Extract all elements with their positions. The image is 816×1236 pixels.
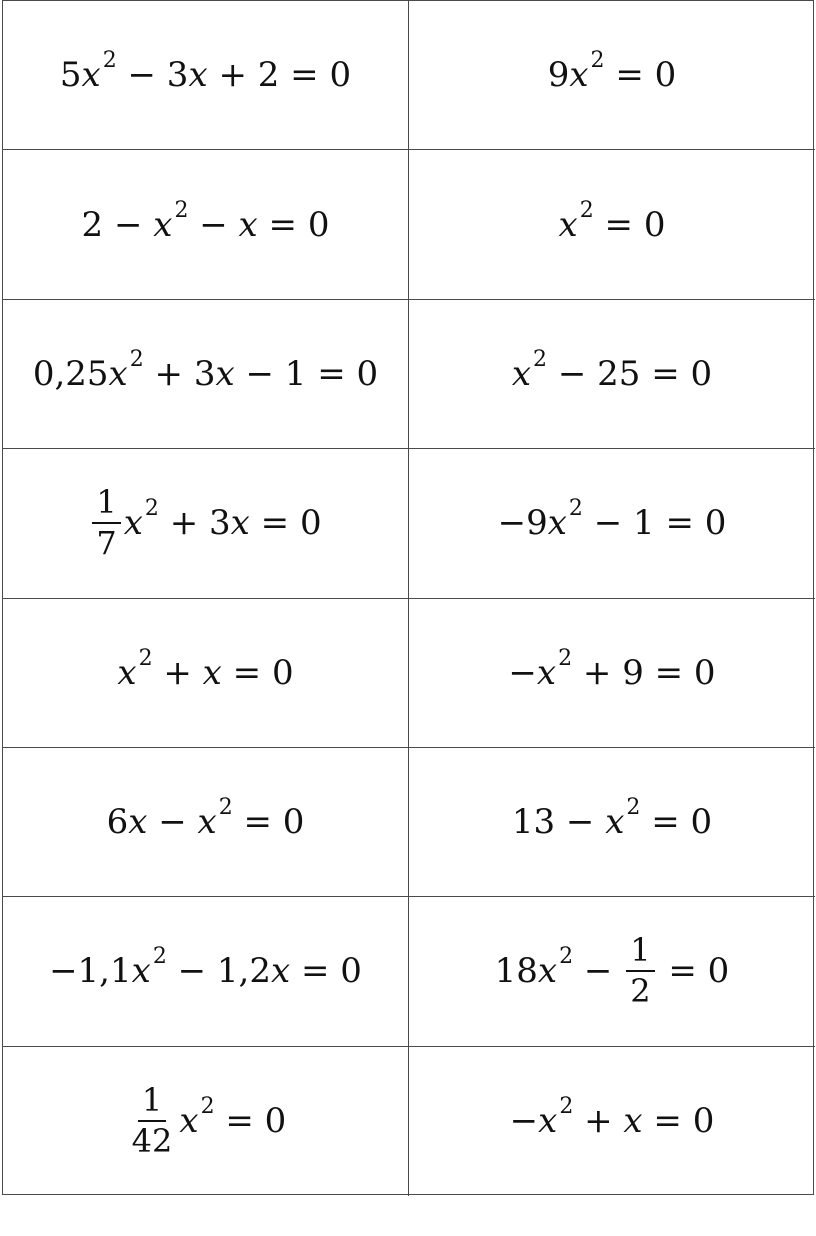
variable: x — [538, 1101, 558, 1142]
variable: x — [537, 951, 558, 992]
term: − 1 = 0 — [582, 503, 727, 544]
variable: x — [547, 503, 567, 544]
equation-card-3-left — [3, 300, 409, 449]
term: − — [573, 951, 624, 992]
fraction-numerator: 1 — [138, 1084, 166, 1123]
exponent: 2 — [533, 346, 548, 372]
exponent: 2 — [138, 645, 153, 671]
term: = 0 — [214, 1101, 287, 1142]
fraction — [92, 482, 120, 563]
exponent: 2 — [144, 496, 159, 522]
equation — [494, 930, 730, 1011]
term: 9 — [547, 55, 570, 96]
variable: x — [197, 802, 217, 843]
variable: x — [108, 353, 128, 394]
equation-card-1-right — [409, 1, 815, 150]
fraction-denominator: 7 — [96, 524, 117, 563]
equation-card-4-right — [409, 449, 815, 598]
equation-card-8-left — [3, 1047, 409, 1196]
equation — [511, 346, 713, 394]
term: −1,1 — [49, 951, 132, 992]
exponent: 2 — [200, 1094, 215, 1120]
term: 6 — [106, 802, 129, 843]
term: 13 − — [511, 802, 606, 843]
term: − 1 = 0 — [234, 353, 379, 394]
equation-card-8-right — [409, 1047, 815, 1196]
term: 18 — [494, 951, 538, 992]
equation-card-6-left — [3, 748, 409, 897]
term: − 1,2 — [166, 951, 271, 992]
equation — [497, 496, 727, 544]
exponent: 2 — [590, 48, 605, 74]
equation — [81, 197, 330, 245]
term: 5 — [59, 55, 82, 96]
equation-card-5-left — [3, 599, 409, 748]
term: 0,25 — [32, 353, 109, 394]
term: = 0 — [232, 802, 305, 843]
variable: x — [131, 951, 151, 992]
exponent: 2 — [626, 795, 641, 821]
exponent: 2 — [102, 48, 117, 74]
term: = 0 — [593, 204, 666, 245]
exponent: 2 — [152, 944, 167, 970]
term: − — [147, 802, 198, 843]
equation — [509, 1094, 715, 1142]
equation — [558, 197, 666, 245]
variable: x — [623, 1101, 643, 1142]
equation-card-5-right — [409, 599, 815, 748]
term: = 0 — [640, 802, 713, 843]
variable: x — [179, 1101, 199, 1142]
equation-card-7-left — [3, 897, 409, 1046]
term: − — [188, 204, 239, 245]
term: − 3 — [116, 55, 189, 96]
equation — [125, 1080, 287, 1161]
fraction — [128, 1080, 177, 1161]
term: − — [508, 652, 537, 693]
variable: x — [271, 951, 291, 992]
exponent: 2 — [568, 496, 583, 522]
variable: x — [511, 353, 532, 394]
term: = 0 — [604, 55, 677, 96]
variable: x — [123, 503, 143, 544]
term: + 3 — [143, 353, 216, 394]
equation — [32, 346, 379, 394]
fraction-numerator: 1 — [626, 934, 654, 973]
exponent: 2 — [558, 645, 573, 671]
term: + 3 — [158, 503, 231, 544]
variable: x — [188, 55, 208, 96]
equation-card-3-right — [409, 300, 815, 449]
exponent: 2 — [218, 795, 233, 821]
fraction-denominator: 2 — [630, 972, 651, 1011]
term: −9 — [497, 503, 548, 544]
term: 2 − — [81, 204, 154, 245]
variable: x — [605, 802, 625, 843]
equation-card-1-left — [3, 1, 409, 150]
fraction — [626, 930, 654, 1011]
equation — [117, 645, 294, 693]
equation — [547, 48, 677, 96]
exponent: 2 — [129, 346, 144, 372]
equation-card-4-left — [3, 449, 409, 598]
term: − — [509, 1101, 539, 1142]
variable: x — [202, 652, 222, 693]
variable: x — [238, 204, 258, 245]
term: + 9 = 0 — [572, 652, 716, 693]
term: = 0 — [657, 951, 730, 992]
equation-card-7-right — [409, 897, 815, 1046]
variable: x — [153, 204, 173, 245]
variable: x — [536, 652, 557, 693]
variable: x — [215, 353, 235, 394]
fraction-denominator: 42 — [131, 1122, 173, 1161]
equation-card-2-right — [409, 150, 815, 299]
variable: x — [569, 55, 589, 96]
term: = 0 — [249, 503, 322, 544]
term: = 0 — [221, 652, 294, 693]
exponent: 2 — [579, 197, 594, 223]
equation — [59, 48, 352, 96]
equation-cards-table — [2, 0, 814, 1195]
equation — [89, 482, 322, 563]
equation-card-2-left — [3, 150, 409, 299]
term: − 25 = 0 — [547, 353, 713, 394]
equation — [511, 795, 713, 843]
equation — [49, 944, 362, 992]
equation — [106, 795, 305, 843]
variable: x — [117, 652, 137, 693]
exponent: 2 — [174, 197, 189, 223]
term: = 0 — [642, 1101, 715, 1142]
fraction-numerator: 1 — [92, 486, 120, 525]
variable: x — [128, 802, 148, 843]
term: + — [152, 652, 203, 693]
term: = 0 — [257, 204, 330, 245]
equation — [508, 645, 716, 693]
variable: x — [81, 55, 101, 96]
variable: x — [230, 503, 250, 544]
exponent: 2 — [559, 1094, 574, 1120]
term: = 0 — [290, 951, 362, 992]
variable: x — [558, 204, 578, 245]
equation-card-6-right — [409, 748, 815, 897]
term: + 2 = 0 — [207, 55, 352, 96]
term: + — [573, 1101, 624, 1142]
exponent: 2 — [559, 944, 574, 970]
